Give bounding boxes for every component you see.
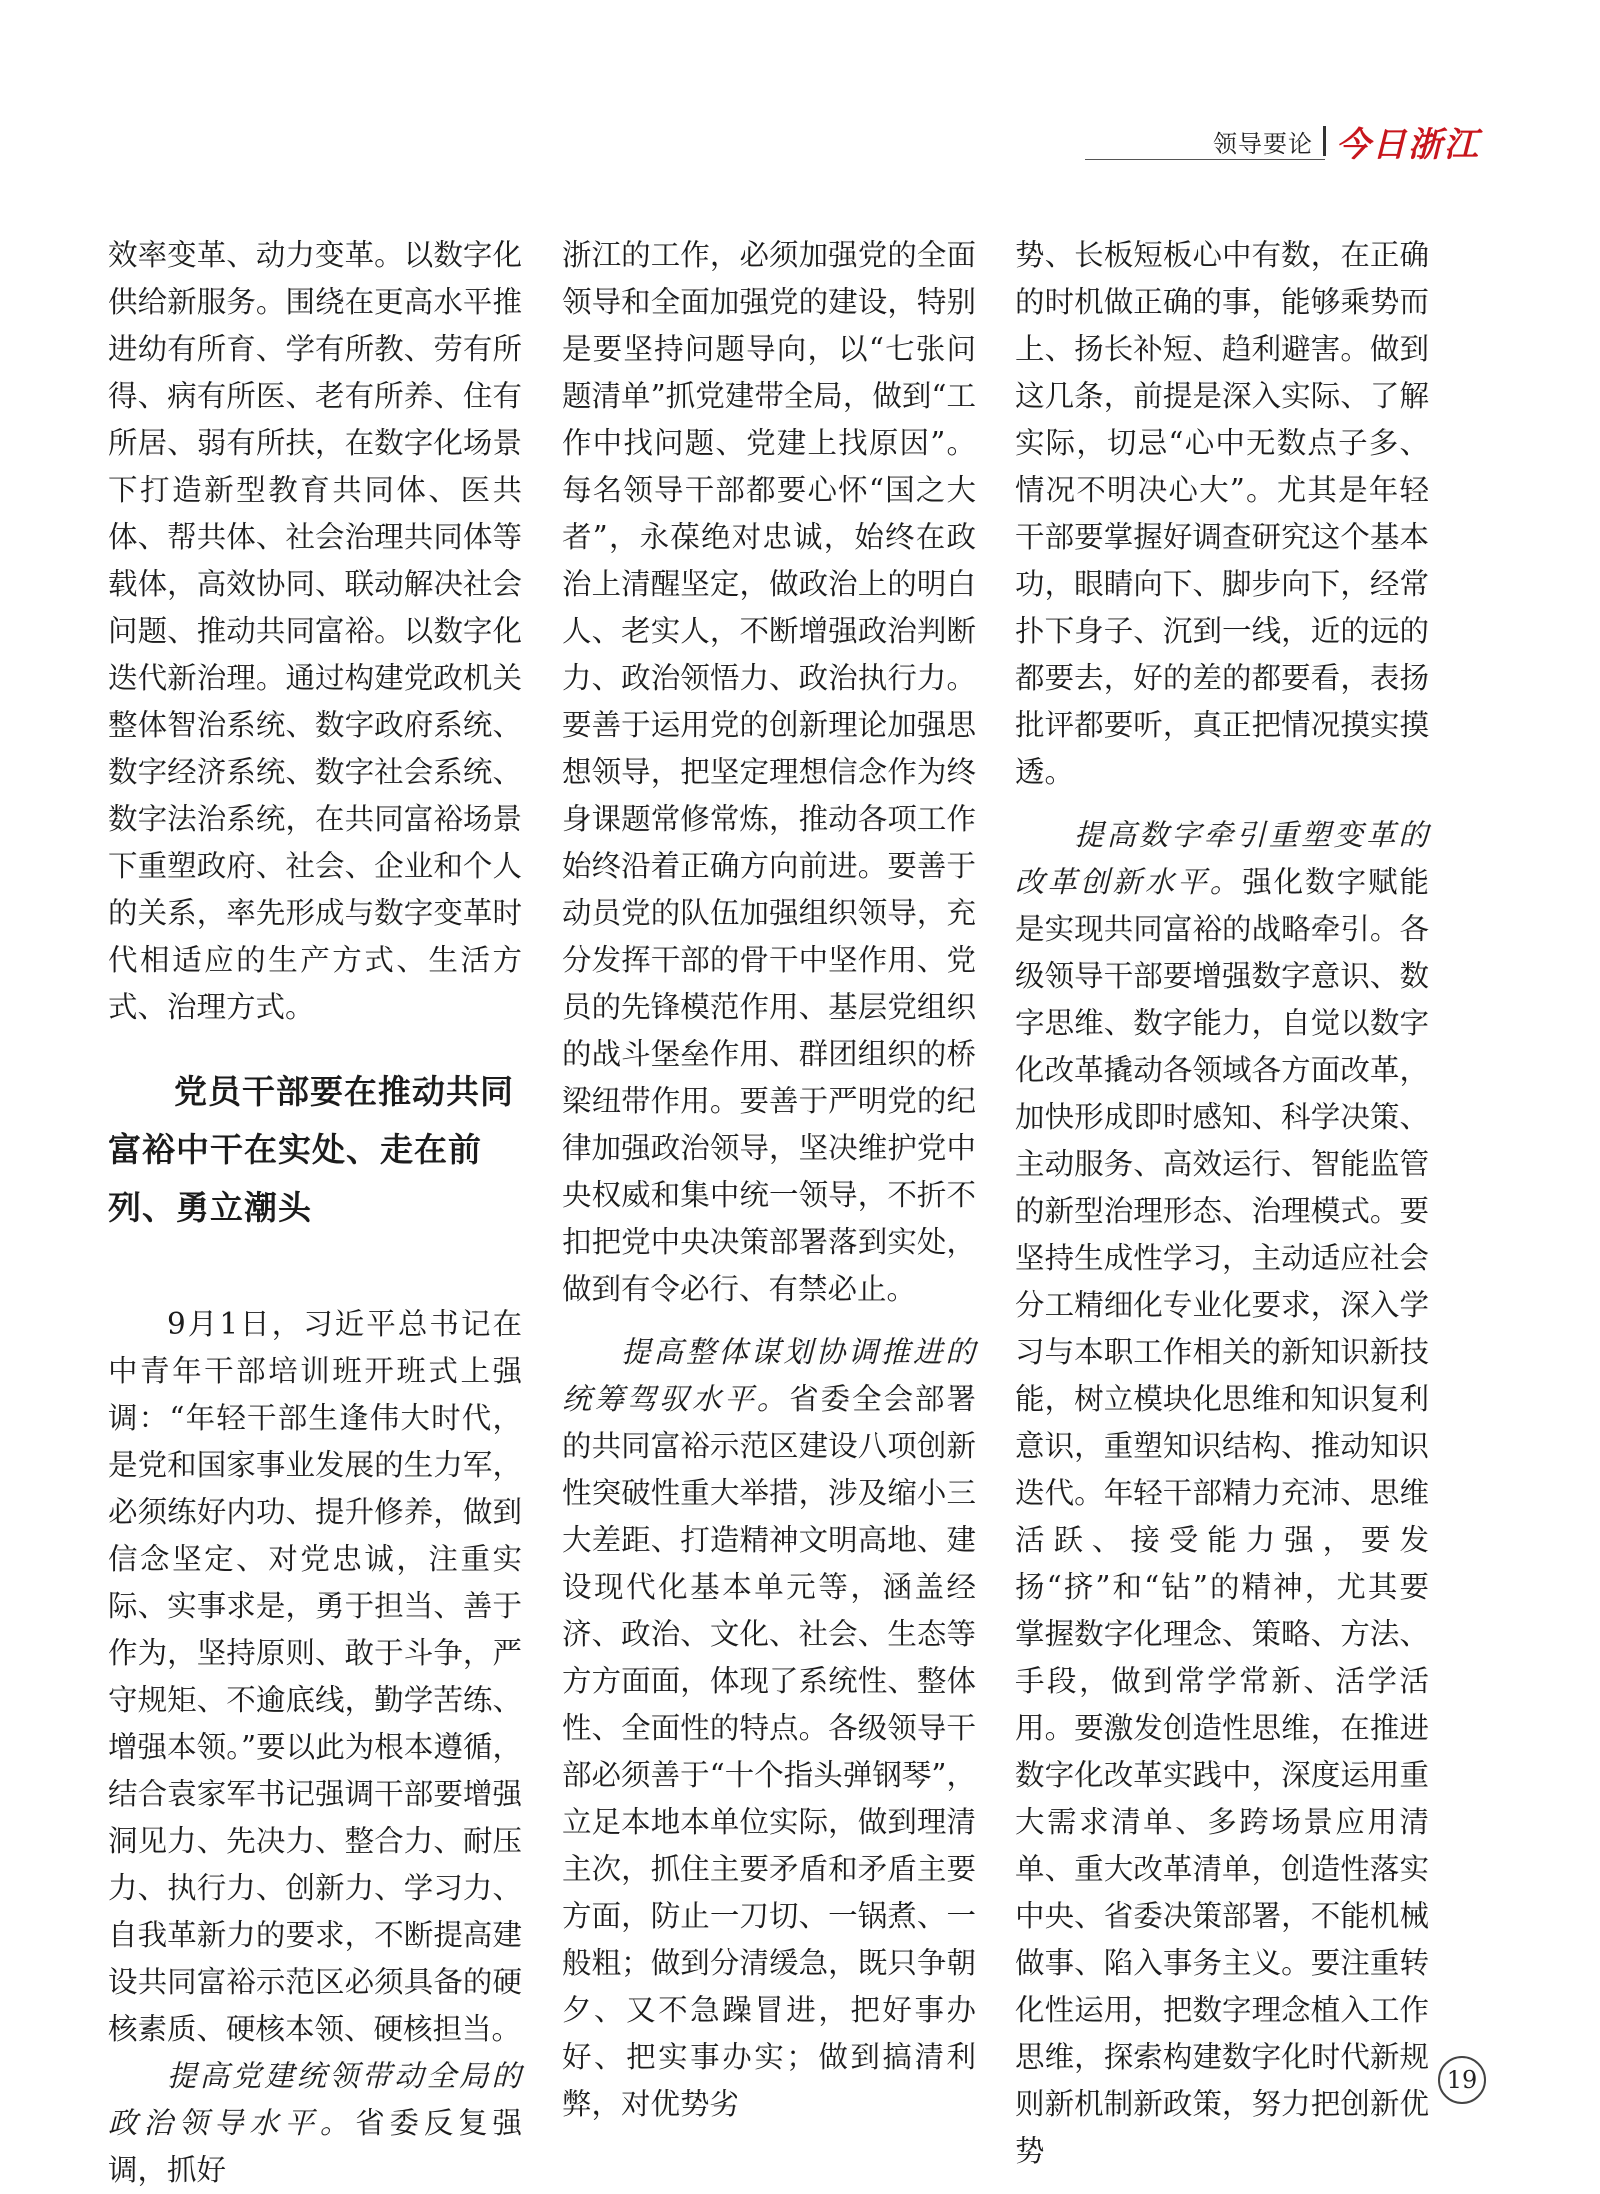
paragraph-text: 省委全会部署的共同富裕示范区建设八项创新性突破性重大举措，涉及缩小三大差距、打造精神文明高地、建设现代化基本单元等，涵盖经济、政治、文化、社会、生态等方方面面，体现了系统性、整体性、全面性的特点。各级领导干部必须善于“十个指头弹钢琴”，立足本地本单位实际，做到理清主次，抓住主要矛盾和矛盾主要方面，防止一刀切、一锅煮、一般粗；做到分清缓急，既只争朝夕、又不急躁冒进，把好事办好、把实事办实；做到搞清利弊，对优势劣 — [562, 1382, 976, 2121]
page-number: 19 — [1438, 2056, 1486, 2104]
brand-logo: 今日浙江 — [1336, 124, 1480, 165]
body-paragraph: 9月1日，习近平总书记在中青年干部培训班开班式上强调：“年轻干部生逢伟大时代，是党和国家事业发展的生力军，必须练好内功、提升修养，做到信念坚定、对党忠诚，注重实际、实事求是，勇于担当、善于作为，坚持原则、敢于斗争，严守规矩、不逾底线，勤学苦练、增强本领。”要以此为根本遵循，结合袁家军书记强调干部要增强洞见力、先决力、整合力、耐压力、执行力、创新力、学习力、自我革新力的要求，不断提高建设共同富裕示范区必须具备的硬核素质、硬核本领、硬核担当。 — [108, 1307, 522, 2046]
article-column-2 — [562, 232, 976, 2128]
lead-phrase: 提高整体谋划协调推进的统筹驾驭水平。 — [562, 1335, 976, 1416]
header-divider — [1323, 126, 1326, 156]
section-title: 领导要论 — [1213, 129, 1313, 158]
page-header — [1085, 120, 1480, 165]
body-paragraph: 效率变革、动力变革。以数字化供给新服务。围绕在更高水平推进幼有所育、学有所教、劳有所得、病有所医、老有所养、住有所居、弱有所扶，在数字化场景下打造新型教育共同体、医共体、帮共体、社会治理共同体等载体，高效协同、联动解决社会问题、推动共同富裕。以数字化迭代新治理。通过构建党政机关整体智治系统、数字政府系统、数字经济系统、数字社会系统、数字法治系统，在共同富裕场景下重塑政府、社会、企业和个人的关系，率先形成与数字变革时代相适应的生产方式、生活方式、治理方式。 — [108, 238, 522, 1024]
lead-phrase: 提高数字牵引重塑变革的改革创新水平。 — [1015, 818, 1429, 899]
paragraph-text: 省委反复强调，抓好 — [108, 2106, 522, 2187]
paragraph-text: 强化数字赋能是实现共同富裕的战略牵引。各级领导干部要增强数字意识、数字思维、数字能力，自觉以数字化改革撬动各领域各方面改革，加快形成即时感知、科学决策、主动服务、高效运行、智能监管的新型治理形态、治理模式。要坚持生成性学习，主动适应社会分工精细化专业化要求，深入学习与本职工作相关的新知识新技能，树立模块化思维和知识复利意识，重塑知识结构、推动知识迭代。年轻干部精力充沛、思维活跃、接受能力强，要发扬“挤”和“钻”的精神，尤其要掌握数字化理念、策略、方法、手段，做到常学常新、活学活用。要激发创造性思维，在推进数字化改革实践中，深度运用重大需求清单、多跨场景应用清单、重大改革清单，创造性落实中央、省委决策部署，不能机械做事、陷入事务主义。要注重转化性运用，把数字理念植入工作思维，探索构建数字化时代新规则新机制新政策，努力把创新优势 — [1015, 865, 1429, 2168]
body-paragraph: 势、长板短板心中有数，在正确的时机做正确的事，能够乘势而上、扬长补短、趋利避害。做到这几条，前提是深入实际、了解实际，切忌“心中无数点子多、情况不明决心大”。尤其是年轻干部要掌握好调查研究这个基本功，眼睛向下、脚步向下，经常扑下身子、沉到一线，近的远的都要去，好的差的都要看，表扬批评都要听，真正把情况摸实摸透。 — [1015, 238, 1429, 789]
lead-phrase: 提高党建统领带动全局的政治领导水平。 — [108, 2059, 522, 2140]
body-paragraph — [108, 2053, 522, 2194]
body-paragraph — [562, 1329, 976, 2128]
header-rule — [1085, 159, 1325, 161]
section-heading: 党员干部要在推动共同富裕中干在实处、走在前列、勇立潮头 — [108, 1072, 514, 1227]
article-column-3 — [1015, 232, 1429, 2175]
body-paragraph: 浙江的工作，必须加强党的全面领导和全面加强党的建设，特别是要坚持问题导向，以“七张问题清单”抓党建带全局，做到“工作中找问题、党建上找原因”。每名领导干部都要心怀“国之大者”，永葆绝对忠诚，始终在政治上清醒坚定，做政治上的明白人、老实人，不断增强政治判断力、政治领悟力、政治执行力。要善于运用党的创新理论加强思想领导，把坚定理想信念作为终身课题常修常炼，推动各项工作始终沿着正确方向前进。要善于动员党的队伍加强组织领导，充分发挥干部的骨干中坚作用、党员的先锋模范作用、基层党组织的战斗堡垒作用、群团组织的桥梁纽带作用。要善于严明党的纪律加强政治领导，坚决维护党中央权威和集中统一领导，不折不扣把党中央决策部署落到实处，做到有令必行、有禁必止。 — [562, 238, 976, 1306]
article-column-1 — [108, 232, 522, 2194]
body-paragraph — [1015, 812, 1429, 2175]
